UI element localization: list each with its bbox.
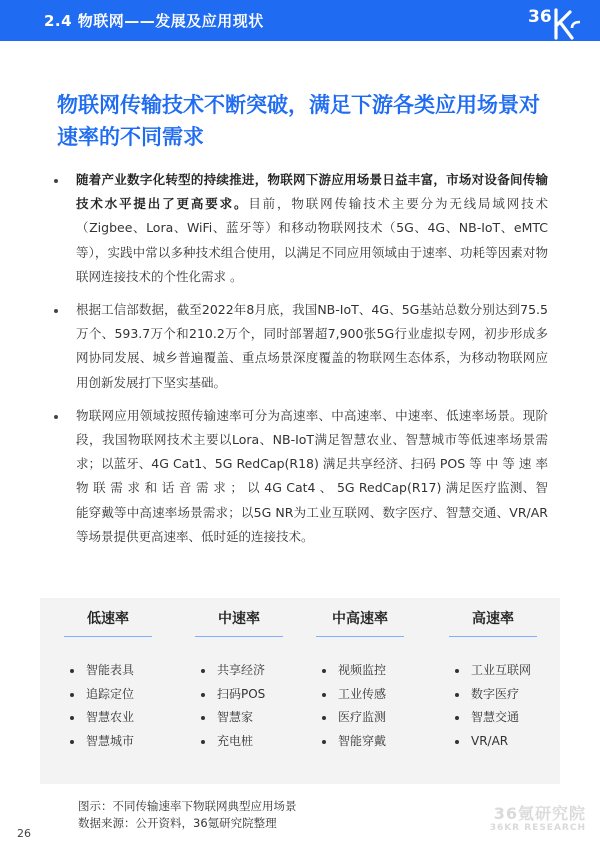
- list-item: 共享经济: [191, 659, 287, 683]
- 36kr-logo-icon: [526, 2, 582, 40]
- column-divider: [449, 636, 537, 637]
- column-items: [312, 659, 408, 754]
- list-item: 工业传感: [312, 683, 408, 707]
- list-item: 数字医疗: [445, 683, 541, 707]
- bullet-text: 物联网应用领域按照传输速率可分为高速率、中高速率、中速率、低速率场景。现阶段，我国物联网技术主要以Lora、NB-IoT满足智慧农业、智慧城市等低速率场景需求；以蓝牙、4G Cat1、5G RedCap(R18) 满足共享经济、扫码 POS 等 中 等 速 率 物 联 需 求 和 话 音 需 求 ； 以 4G Cat4 、 5G RedCap(R17) 满足医疗监测、智能穿戴等中高速率场景需求；以5G NR为工业互联网、数字医疗、智慧交通、VR/AR等场景提供更高速率、低时延的连接技术。: [76, 407, 548, 544]
- list-item: 智能表具: [60, 659, 156, 683]
- watermark-cn: 36氪研究院: [493, 804, 586, 823]
- list-item: 智慧城市: [60, 730, 156, 754]
- column-divider: [316, 636, 404, 637]
- column-mid-high-speed: [312, 598, 408, 754]
- list-item: 工业互联网: [445, 659, 541, 683]
- bullet-item: [76, 168, 548, 289]
- section-title: 2.4 物联网——发展及应用现状: [44, 12, 264, 30]
- caption-source: 数据来源：公开资料，36氪研究院整理: [78, 816, 277, 830]
- watermark-en: 36KR RESEARCH: [489, 823, 586, 833]
- column-items: [445, 659, 541, 754]
- list-item: 智慧家: [191, 706, 287, 730]
- bullet-dot-icon: [54, 415, 58, 419]
- list-item: 智能穿戴: [312, 730, 408, 754]
- page-number: 26: [17, 827, 31, 840]
- list-item: 智慧农业: [60, 706, 156, 730]
- page-header: [0, 0, 600, 41]
- speed-scenario-table: [40, 598, 560, 784]
- column-low-speed: [60, 598, 156, 754]
- column-items: [191, 659, 287, 754]
- column-mid-speed: [191, 598, 287, 754]
- column-divider: [64, 636, 152, 637]
- page-headline: 物联网传输技术不断突破，满足下游各类应用场景对速率的不同需求: [57, 93, 540, 149]
- figure-caption: [78, 798, 297, 832]
- list-item: 视频监控: [312, 659, 408, 683]
- svg-text:36: 36: [528, 7, 552, 27]
- column-header: 中高速率: [332, 611, 388, 627]
- bullet-list: [76, 168, 548, 558]
- bullet-item: [76, 404, 548, 549]
- column-header: 低速率: [87, 611, 129, 627]
- column-high-speed: [445, 598, 541, 754]
- column-divider: [195, 636, 283, 637]
- bullet-dot-icon: [54, 179, 58, 183]
- list-item: 智慧交通: [445, 706, 541, 730]
- bullet-item: [76, 298, 548, 395]
- list-item: 扫码POS: [191, 683, 287, 707]
- list-item: VR/AR: [445, 730, 541, 754]
- bullet-text: 目前，物联网传输技术主要分为无线局域网技术（Zigbee、Lora、WiFi、蓝牙等）和移动物联网技术（5G、4G、NB-IoT、eMTC等），实践中常以多种技术组合使用，以满足不同应用领域由于速率、功耗等因素对物联网连接技术的个性化需求 。: [76, 196, 548, 284]
- list-item: 追踪定位: [60, 683, 156, 707]
- column-header: 高速率: [472, 611, 514, 627]
- caption-figure: 图示：不同传输速率下物联网典型应用场景: [78, 799, 297, 813]
- bullet-emphasis: 随着产业数字化转型的持续推进，物联网下游应用场景日益丰富，市场对设备间传输技术水平提出了更高要求。: [76, 172, 548, 212]
- list-item: 充电桩: [191, 730, 287, 754]
- bullet-dot-icon: [54, 309, 58, 313]
- column-header: 中速率: [218, 611, 260, 627]
- column-items: [60, 659, 156, 754]
- list-item: 医疗监测: [312, 706, 408, 730]
- bullet-text: 根据工信部数据，截至2022年8月底，我国NB-IoT、4G、5G基站总数分别达到75.5万个、593.7万个和210.2万个，同时部署超7,900张5G行业虚拟专网，初步形成多网协同发展、城乡普遍覆盖、重点场景深度覆盖的物联网生态体系，为移动物联网应用创新发展打下坚实基础。: [76, 302, 548, 390]
